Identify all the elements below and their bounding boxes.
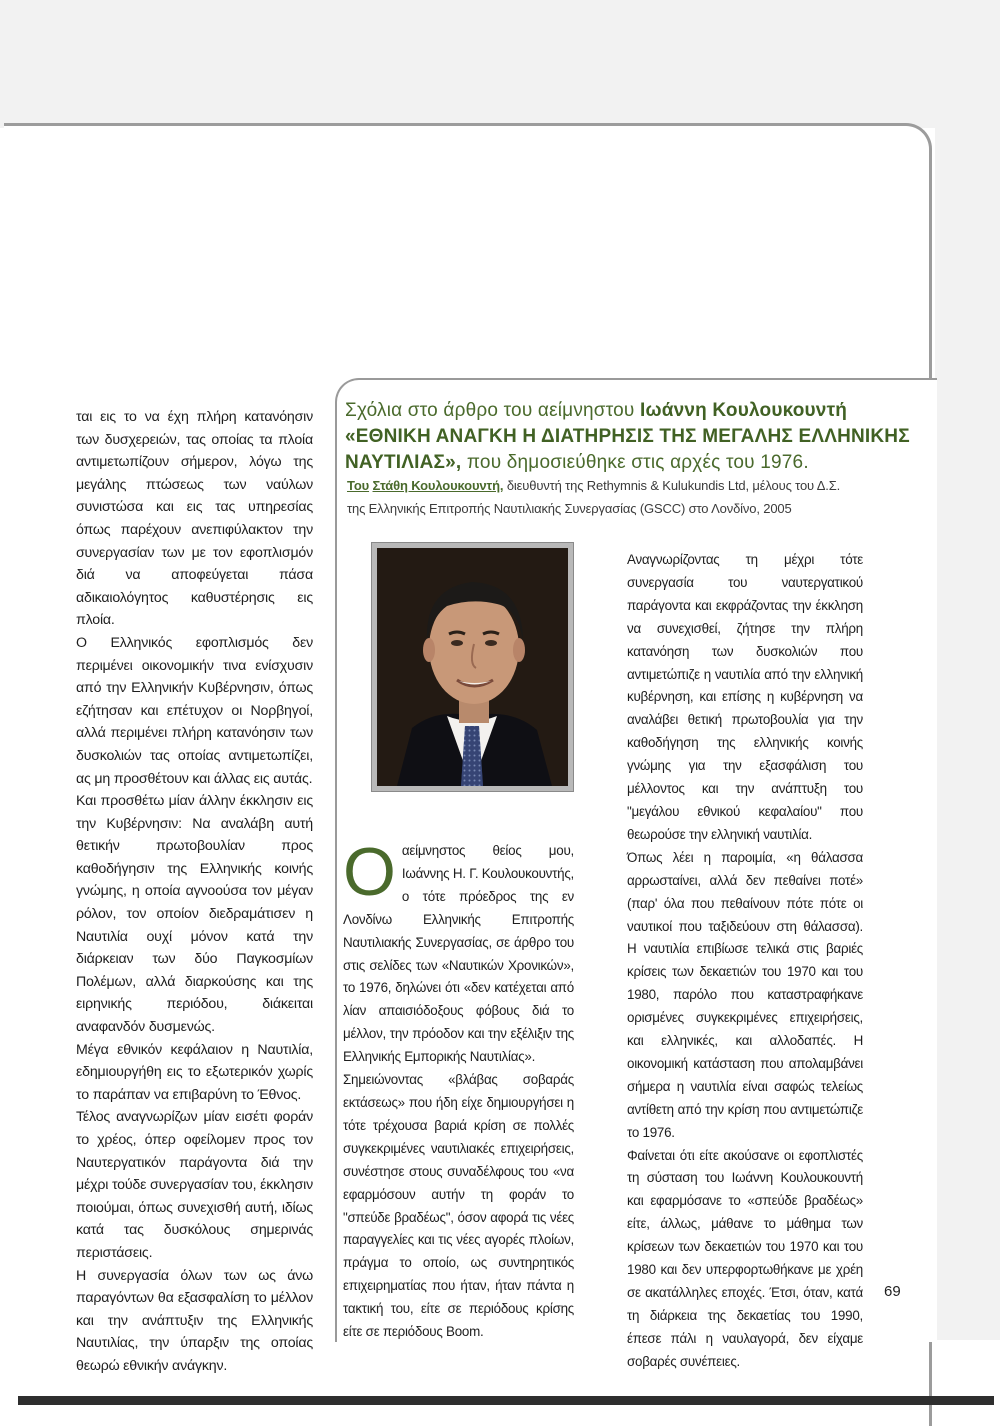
heading-line-2 [345,424,910,450]
right-margin-band [935,0,1000,1340]
left-paragraph-6: Η συνεργασία όλων των ως άνω παραγόντων θα εξασφαλίση το μέλλον και την ανάπτυξιν της Ελληνικής Ναυτιλίας, την ύπαρξιν της οποίας θεωρώ εθνικήν ανάγκην. [76,1267,313,1374]
author-photo [371,542,574,792]
left-paragraph-3: Και προσθέτω μίαν άλλην έκκλησιν εις την Κυβέρνησιν: Να αναλάβη αυτή θετικήν πρωτοβουλίαν προς καθοδήγησιν της Ελληνικής κοινής γνώμης, η οποία αγνοούσα τον μέγαν ρόλον, τον οποίον διεδραμάτισεν η Ναυτιλία ουχί μόνον κατά την διάρκειαν των δύο Παγκοσμίων Πολέμων, αλλά διαρκούσης και της ειρηνικής περιόδου, διάκειται αναφανδόν δυσμενώς. [76,793,313,1036]
left-paragraph-1: ται εις το να έχη πλήρη κατανόησιν των δυσχερειών, τας οποίας τα πλοία αντιμετωπίζουν σήμερον, λόγω της μεγάλης πτώσεως των ναύλων συνιστώσα και εις τας υπηρεσίας όπως παρέχουν ανεπιφύλακτον την συνεργασίαν των με τον εφοπλισμόν διά να αποφεύγεται πάσα αδικαιολόγητος καθυστέρησις εις πλοία. [76,409,313,629]
left-text-column [76,406,313,1378]
heading-article-title-2: ΝΑΥΤΙΛΙΑΣ», [345,452,462,473]
top-margin-band [0,0,1000,128]
byline-line-1 [347,474,867,497]
heading-article-title-1: «ΕΘΝΙΚΗ ΑΝΑΓΚΗ Η ΔΙΑΤΗΡΗΣΙΣ ΤΗΣ ΜΕΓΑΛΗΣ ΕΛΛΗΝΙΚΗΣ [345,426,910,447]
sidebar-heading [345,398,910,476]
middle-paragraph-2: Σημειώνοντας «βλάβας σοβαράς εκτάσεως» που ήδη είχε δημιουργήσει η τότε τρέχουσα βαριά κρίση σε πολλές συγκεκριμένες ναυτιλιακές επιχειρήσεις, συνέστησε στους συναδέλφους του «να εφαρμόσουν αυτήν τη φοράν το "σπεύδε βραδέως", όσον αφορά τις νέες παραγγελίες και τις νέες αγορές πλοίων, πράγμα το οποίο, ως συντηρητικός επιχειρηματίας που ήταν, ήταν πάντα η τακτική του, είτε σε περιόδους κρίσης είτε σε περιόδους Boom. [343,1072,574,1340]
author-role: διευθυντή της Rethymnis & Kulukundis Ltd, μέλους του Δ.Σ. [506,478,841,493]
right-paragraph-2: Όπως λέει η παροιμία, «η θάλασσα αρρωσταίνει, αλλά δεν πεθαίνει ποτέ» (παρ' όλα που πεθαίνουν πότε πότε οι ναυτικοί που ταξιδεύουν στη θάλασσα). Η ναυτιλία επιβίωσε τελικά στις βαριές κρίσεις των δεκαετιών του 1970 και του 1980, παρόλο που καταστραφήκανε ορισμένες συγκεκριμένες επιχειρήσεις, και ελληνικές, και αλλοδαπές. Η οικονομική κατάσταση που απολαμβάνει σήμερα η ναυτιλία είναι σαφώς τελείως αντίθετη από την κρίση που αντιμετώπιζε το 1976. [627,849,863,1140]
right-paragraph-1: Αναγνωρίζοντας τη μέχρι τότε συνεργασία του ναυτεργατικού παράγοντα και εκφράζοντας την έκκληση να συνεχισθεί, ζήτησε την πλήρη κατανόηση των δυσκολιών που αντιμετώπιζε η ναυτιλία από την ελληνική κυβέρνηση, και επίσης η κυβέρνηση να αναλάβει θετική πρωτοβουλία για την καθοδήγηση της ελληνικής κοινής γνώμης για την εξασφάλιση του μέλλοντος και την ανάπτυξη του "μεγάλου εθνικού κεφαλαίου" που θεωρούσε την ελληνική ναυτιλία. [627,552,863,842]
portrait-illustration [377,548,568,786]
bottom-rule [18,1396,994,1405]
middle-paragraph-1: αείμνηστος θείος μου, Ιωάννης Η. Γ. Κουλουκουντής, ο τότε πρόεδρος της εν Λονδίνω Ελληνικής Επιτροπής Ναυτιλιακής Συνεργασίας, σε άρθρο του στις σελίδες των «Ναυτικών Χρονικών», το 1976, δηλώνει ότι «δεν κατέχεται από λίαν απαισιόδοξους φόβους διά το μέλλον, την πρόοδον και την εξέλιξιν της Ελληνικής Εμπορικής Ναυτιλίας». [343,843,574,1065]
left-paragraph-5: Τέλος αναγνωρίζων μίαν εισέτι φοράν το χρέος, όπερ οφείλομεν προς τον Ναυτεργατικόν παράγοντα διά την μέχρι τούδε συνεργασίαν του, έκκλησιν ποιούμαι, όπως συνεχισθή αυτή, ιδίως κατά τας δυσκόλους σημερινάς περιστάσεις. [76,1109,313,1261]
sidebar-right-column [627,549,863,1374]
heading-line-3 [345,450,875,476]
author-name: Στάθη Κουλουκουντή, [372,478,504,493]
left-paragraph-2: Ο Ελληνικός εφοπλισμός δεν περιμένει οικονομικήν τινα ενίσχυσιν από την Ελληνικήν Κυβέρνησιν, όπως εζήτησαν και επέτυχον οι Νορβηγοί, αλλά περιμένει πλήρη κατανόησιν των δυσκολιών τας οποίας αντιμετωπίζει, ας μη προσθέτουν και άλλας εις αυτάς. [76,634,313,787]
heading-line-1 [345,398,875,424]
heading-suffix: που δημοσιεύθηκε στις αρχές του 1976. [466,452,809,473]
byline-line-2: της Ελληνικής Επιτροπής Ναυτιλιακής Συνεργασίας (GSCC) στο Λονδίνο, 2005 [347,501,792,516]
right-paragraph-3: Φαίνεται ότι είτε ακούσανε οι εφοπλιστές τη σύσταση του Ιωάννη Κουλουκουντή και εφαρμόσανε το «σπεύδε βραδέως» είτε, άλλως, μάθανε το μάθημα των κρίσεων των δεκαετιών του 1970 και του 1980 και δεν υπερφορτωθήκανε με χρέη σε ακατάλληλες εποχές. Έτσι, όταν, κατά τη διάρκεια της δεκαετίας του 1990, έπεσε πάλι η ναυλαγορά, δεν είχαμε σοβαρές συνέπειες. [627,1147,863,1369]
heading-prefix: Σχόλια στο άρθρο του αείμνηστου [345,400,635,421]
sidebar-middle-column [343,834,574,1344]
author-byline [347,474,867,520]
left-paragraph-4: Μέγα εθνικόν κεφάλαιον η Ναυτιλία, εδημιουργήθη εις το εξωτερικόν χωρίς το παράπαν να επιβαρύνη το Έθνος. [76,1041,313,1103]
author-prefix: Του [347,478,370,493]
heading-person-name: Ιωάννη Κουλουκουντή [640,400,848,421]
drop-cap: Ο [343,834,396,910]
page-number: 69 [884,1283,901,1300]
